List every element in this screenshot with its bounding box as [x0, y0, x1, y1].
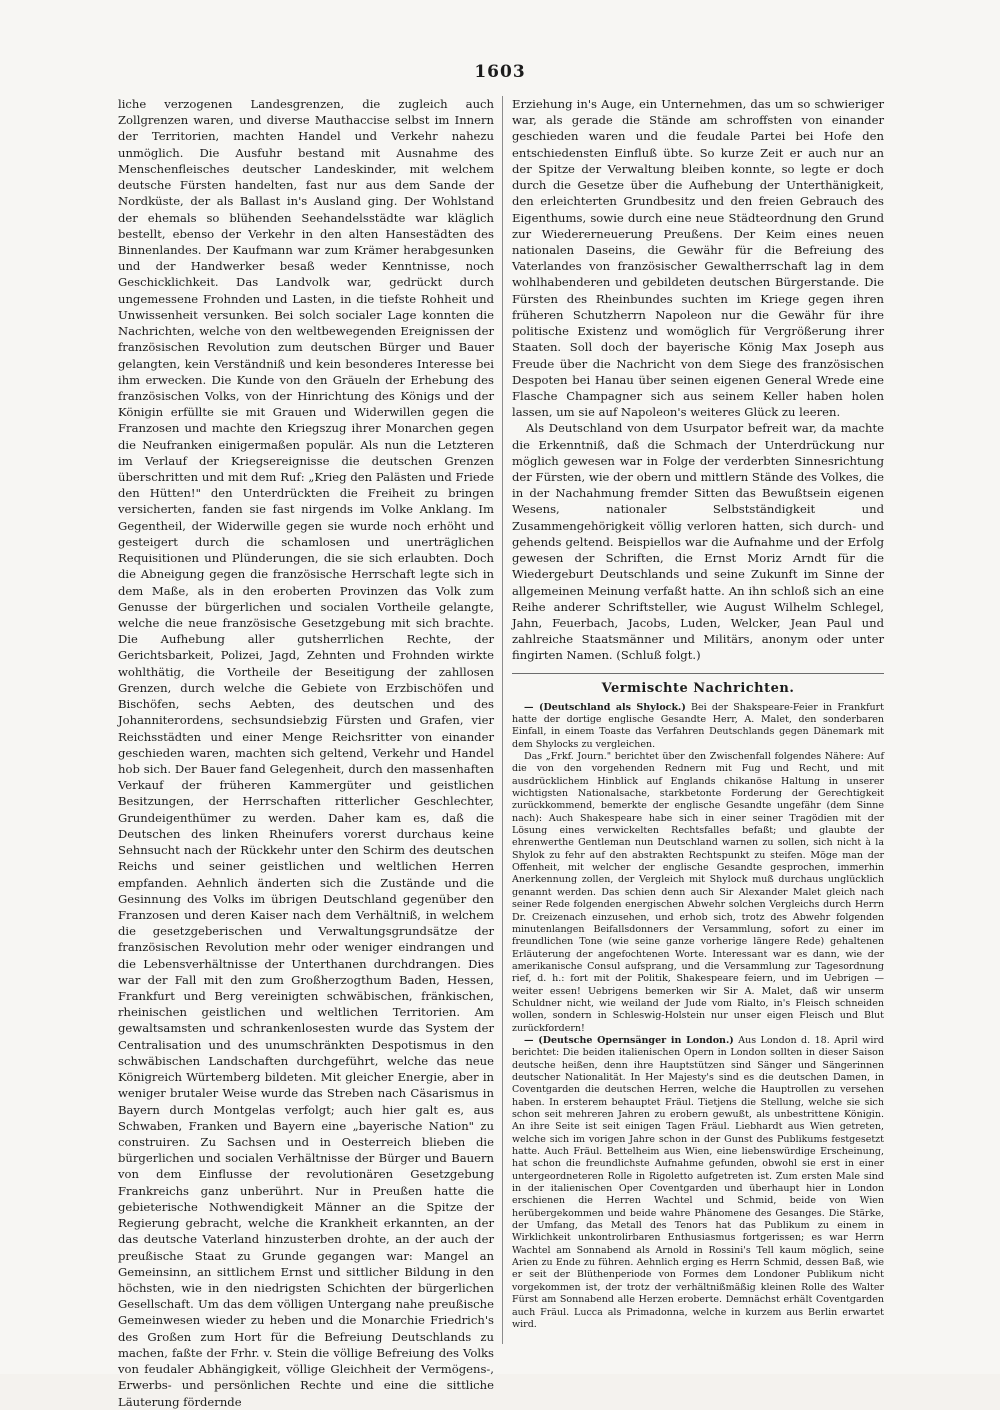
section-divider	[512, 673, 884, 674]
left-column	[118, 96, 494, 1410]
right-paragraph-1: Erziehung in's Auge, ein Unternehmen, das um so schwieriger war, als gerade die Stände am schroffsten von einander geschieden waren und die feudale Partei bei Hofe den entschiedensten Einfluß übte. So kurze Zeit er auch nur an der Spitze der Verwaltung bleiben konnte, so legte er doch durch die Gesetze über die Aufhebung der Unterthänigkeit, den erleichterten Grundbesitz und den freien Gebrauch des Eigenthums, sowie durch eine neue Städteordnung den Grund zur Wiedererneuerung Preußens. Der Keim eines neuen nationalen Daseins, die Gewähr für die Befreiung des Vaterlandes von französischer Gewaltherrschaft lag in dem wohlhabenderen und gebildeten deutschen Bürgerstande. Die Fürsten des Rheinbundes suchten im Kriege gegen ihren früheren Schutzherrn Napoleon nur die Gewähr für ihre politische Existenz und womöglich für Vergrößerung ihrer Staaten. Soll doch der bayerische König Max Joseph aus Freude über die Nachricht von dem Siege des französischen Despoten bei Hanau über seinen eigenen General Wrede eine Flasche Champagner sich aus seinem Keller haben holen lassen, um sie auf Napoleon's weiteres Glück zu leeren.	[512, 97, 884, 420]
page-number: 1603	[474, 62, 526, 82]
news-item-1-lead: — (Deutschland als Shylock.)	[524, 701, 686, 713]
news-item-3-text: Aus London d. 18. April wird berichtet: Die beiden italienischen Opern in London sollten in dieser Saison deutsche heißen, denn ihre Hauptstützen sind Sänger und Sängerinnen deutscher Nationalität. In Her Majesty's sind es die deutschen Damen, in Coventgarden die deutschen Herren, welche die Hauptrollen zu versehen haben. In ersterem behauptet Fräul. Tietjens die Stellung, welche sie sich schon seit mehreren Jahren zu erobern gewußt, als unbestrittene Königin. An ihre Seite ist seit einigen Tagen Fräul. Liebhardt aus Wien getreten, welche sich im vorigen Jahre schon in der Gunst des Publikums festgesetzt hatte. Auch Fräul. Bettelheim aus Wien, eine liebenswürdige Erscheinung, hat schon die freundlichste Aufnahme gefunden, obwohl sie erst in einer untergeordneteren Rolle in Rigoletto aufgetreten ist. Zum ersten Male sind in der italienischen Oper Coventgarden und überhaupt hier in London erschienen die Herren Wachtel und Schmid, beide von Wien herübergekommen und beide wahre Phänomene des Gesanges. Die Stärke, der Umfang, das Metall des Tenors hat das Publikum zu einem in Wirklichkeit unkontrolirbaren Enthusiasmus fortgerissen; es war Herrn Wachtel am Sonnabend als Arnold in Rossini's Tell kaum möglich, seine Arien zu Ende zu führen. Aehnlich erging es Herrn Schmid, dessen Baß, wie er seit der Blüthenperiode von Formes dem Londoner Publikum nicht vorgekommen ist, der trotz der verhältnißmäßig kleinen Rolle des Walter Fürst am Sonnabend alle Herzen eroberte. Demnächst erhält Coventgarden auch Fräul. Lucca als Primadonna, welche in kurzem aus Berlin erwartet wird.	[512, 1034, 884, 1330]
article-continuation	[512, 96, 884, 664]
section-title: Vermischte Nachrichten.	[601, 680, 795, 696]
left-paragraph-1: liche verzogenen Landesgrenzen, die zugleich auch Zollgrenzen waren, und diverse Mauthaccise selbst im Innern der Territorien, machten Handel und Verkehr nahezu unmöglich. Die Ausfuhr bestand mit Ausnahme des Menschenfleisches deutscher Landeskinder, mit welchem deutsche Fürsten handelten, fast nur aus dem Sande der Nordküste, der als Ballast in's Ausland ging. Der Wohlstand der ehemals so blühenden Seehandelsstädte war kläglich bestellt, ebenso der Verkehr in den alten Hansestädten des Binnenlandes. Der Kaufmann war zum Krämer herabgesunken und der Handwerker besaß weder Kenntnisse, noch Geschicklichkeit. Das Landvolk war, gedrückt durch ungemessene Frohnden und Lasten, in die tiefste Rohheit und Unwissenheit versunken. Bei solch socialer Lage konnten die Nachrichten, welche von den weltbewegenden Ereignissen der französischen Revolution zum deutschen Bürger und Bauer gelangten, kein Verständniß und kein besonderes Interesse bei ihm erwecken. Die Kunde von den Gräueln der Erhebung des französischen Volks, von der Hinrichtung des Königs und der Königin erfüllte sie mit Grauen und Widerwillen gegen die Franzosen und machte den Kriegszug ihrer Monarchen gegen die Neufranken einigermaßen populär. Als nun die Letzteren im Verlauf der Kriegsereignisse die deutschen Grenzen überschritten und mit dem Ruf: „Krieg den Palästen und Friede den Hütten!" den Unterdrückten die Freiheit zu bringen versicherten, fanden sie fast nirgends im Volke Anklang. Im Gegentheil, der Widerwille gegen sie wurde noch erhöht und gesteigert durch die schamlosen und unerträglichen Requisitionen und Plünderungen, die sie sich erlaubten. Doch die Abneigung gegen die französische Herrschaft legte sich in dem Maße, als in den eroberten Provinzen das Volk zum Genusse der bürgerlichen und socialen Vortheile gelangte, welche die neue französische Gesetzgebung mit sich brachte. Die Aufhebung aller gutsherrlichen Rechte, der Gerichtsbarkeit, Polizei, Jagd, Zehnten und Frohnden wirkte wohlthätig, die Vortheile der Beseitigung der zahllosen Grenzen, durch welche die Gebiete von Erzbischöfen und Bischöfen, sechs Aebten, des deutschen und des Johanniterordens, sechsundsiebzig Fürsten und Grafen, vier Reichsstädten und einer Menge Reichsritter von einander geschieden waren, machten sich geltend, Verkehr und Handel hob sich. Der Bauer fand Gelegenheit, durch den massenhaften Verkauf der früheren Kammergüter und geistlichen Besitzungen, der Herrschaften ritterlicher Geschlechter, Grundeigenthümer zu werden. Daher kam es, daß die Deutschen des linken Rheinufers vorerst durchaus keine Sehnsucht nach der Rückkehr unter den Schirm des deutschen Reichs und seiner geistlichen und weltlichen Herren empfanden. Aehnlich änderten sich die Zustände und die Gesinnung des Volks im übrigen Deutschland gegenüber den Franzosen und deren Kaiser nach dem Verhältniß, in welchem die gesetzgeberischen und Verwaltungsgrundsätze der französischen Revolution mehr oder weniger eindrangen und die Lebensverhältnisse der Unterthanen durchdrangen. Dies war der Fall mit den zum Großherzogthum Baden, Hessen, Frankfurt und Berg vereinigten schwäbischen, fränkischen, rheinischen geistlichen und weltlichen Territorien. Am gewaltsamsten und schrankenlosesten wurde das System der Centralisation und des unumschränkten Despotismus in den schwäbischen Landschaften durchgeführt, welche das neue Königreich Würtemberg bildeten. Mit gleicher Energie, aber in weniger brutaler Weise wurde das Streben nach Cäsarismus in Bayern durch Montgelas verfolgt; auch hier galt es, aus Schwaben, Franken und Bayern eine „bayerische Nation" zu construiren. Zu Sachsen und in Oesterreich blieben die bürgerlichen und socialen Verhältnisse der Bürger und Bauern von dem Einflusse der revolutionären Gesetzgebung Frankreichs ganz unberührt. Nur in Preußen hatte die gebieterische Nothwendigkeit Männer an die Spitze der Regierung gebracht, welche die Krankheit erkannten, an der das deutsche Vaterland hinzusterben drohte, an der auch der preußische Staat zu Grunde gegangen war: Mangel an Gemeinsinn, an sittlichem Ernst und sittlicher Bildung in den höchsten, wie in den niedrigsten Schichten der bürgerlichen Gesellschaft. Um das dem völligen Untergang nahe preußische Gemeinwesen wieder zu heben und die Monarchie Friedrich's des Großen zum Hort für die Befreiung Deutschlands zu machen, faßte der Frhr. v. Stein die völlige Befreiung des Volks von feudaler Abhängigkeit, völlige Gleichheit der Vermögens-, Erwerbs- und persönlichen Rechte und eine die sittliche Läuterung fördernde	[118, 97, 494, 1409]
column-divider	[502, 96, 503, 1344]
right-column	[512, 96, 884, 1331]
news-item-3	[512, 1035, 884, 1331]
news-section	[512, 702, 884, 1332]
news-item-2-text: Das „Frkf. Journ." berichtet über den Zwischenfall folgendes Nähere: Auf die von den vorgehenden Rednern mit Fug und Recht, und mit ausdrücklichem Hinblick auf Englands chikanöse Haltung in unserer wichtigsten Nationalsache, starkbetonte Forderung der Gerechtigkeit zurückkommend, bemerkte der englische Gesandte ungefähr (dem Sinne nach): Auch Shakespeare habe sich in einer seiner Tragödien mit der Lösung eines verwickelten Rechtsfalles befaßt; und glaubte der ehrenwerthe Gentleman nun Deutschland warnen zu sollen, sich nicht à la Shylok zu fehr auf den abstrakten Rechtspunkt zu steifen. Möge man der Offenheit, mit welcher der englische Gesandte gesprochen, immerhin Anerkennung zollen, der Vergleich mit Shylock muß durchaus unglücklich genannt werden. Das schien denn auch Sir Alexander Malet gleich nach seiner Rede folgenden energischen Abwehr solchen Vergleichs durch Herrn Dr. Creizenach einzusehen, und erhob sich, trotz des Abwehr folgenden minutenlangen Beifallsdonners der Versammlung, sofort zu einer im freundlichen Tone (wie seine ganze vorherige längere Rede) gehaltenen Erläuterung der angefochtenen Worte. Interessant war es dann, wie der amerikanische Consul aufsprang, und die Versammlung zur Tagesordnung rief, d. h.: fort mit der Politik, Shakespeare feiern, und im Uebrigen — weiter essen! Uebrigens bemerken wir Sir A. Malet, daß wir unserm Schuldner nicht, wie weiland der Jude vom Rialto, in's Fleisch schneiden wollen, sondern in Schleswig-Holstein nur unser eigen Fleisch und Blut zurückfordern!	[512, 751, 884, 1034]
right-paragraph-2: Als Deutschland von dem Usurpator befreit war, da machte die Erkenntniß, daß die Schmach der Unterdrückung nur möglich gewesen war in Folge der verderbten Sinnesrichtung der Fürsten, wie der obern und mittlern Stände des Volkes, die in der Nachahmung fremder Sitten das Bewußtsein eigenen Wesens, nationaler Selbstständigkeit und Zusammengehörigkeit völlig verloren hatten, sich durch- und gehends geltend. Beispiellos war die Aufnahme und der Erfolg gewesen der Schriften, die Ernst Moriz Arndt für die Wiedergeburt Deutschlands und seine Zukunft im Sinne der allgemeinen Meinung verfaßt hatte. An ihn schloß sich an eine Reihe anderer Schriftsteller, wie August Wilhelm Schlegel, Jahn, Feuerbach, Jacobs, Luden, Welcker, Jean Paul und zahlreiche Staatsmänner und Militärs, anonym oder unter fingirten Namen. (Schluß folgt.)	[512, 421, 884, 663]
news-item-1	[512, 702, 884, 751]
news-item-2	[512, 751, 884, 1035]
news-item-3-lead: — (Deutsche Opernsänger in London.)	[524, 1034, 734, 1046]
news-item-1-text: Bei der Shakspeare-Feier in Frankfurt hatte der dortige englische Gesandte Herr, A. Malet, den sonderbaren Einfall, in einem Toaste das Verfahren Deutschlands gegen Dänemark mit dem Shylocks zu vergleichen.	[512, 701, 884, 750]
